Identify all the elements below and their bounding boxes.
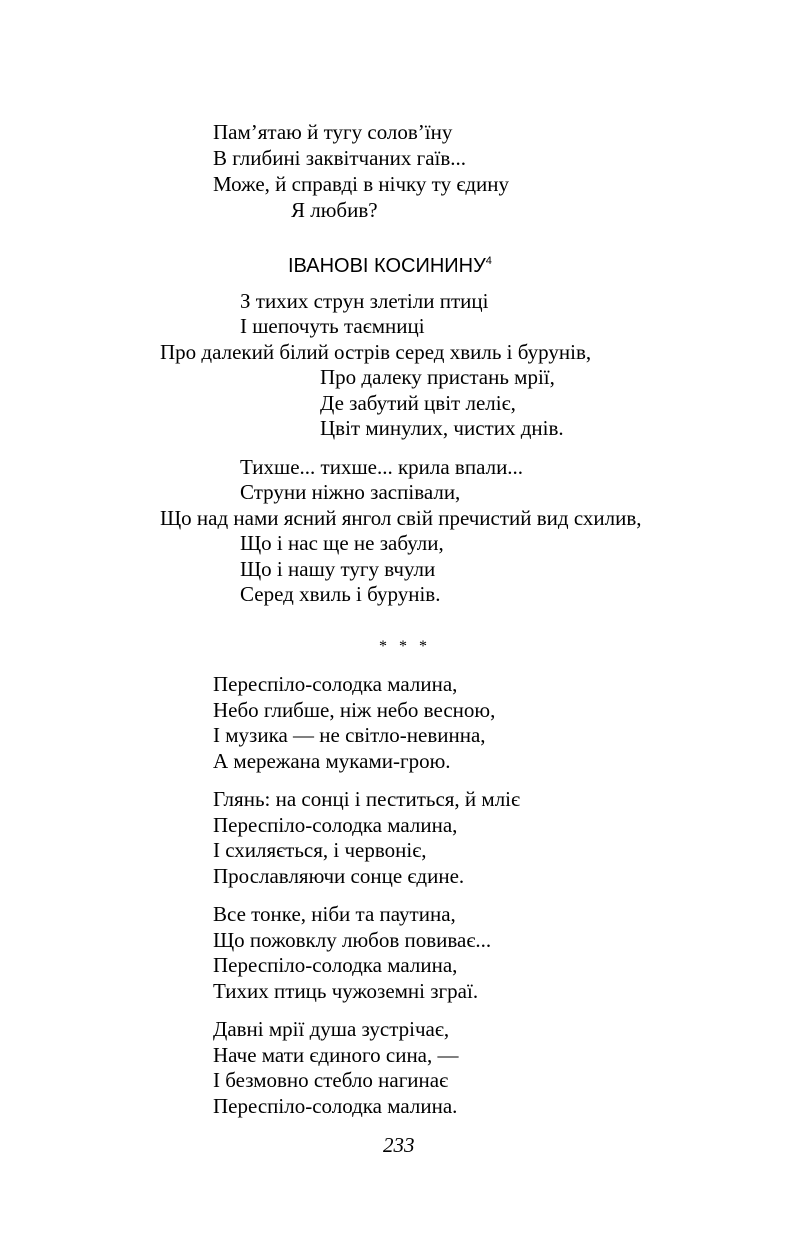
verse-line: Переспіло-солодка малина. bbox=[213, 1094, 458, 1118]
verse-line: З тихих струн злетіли птиці bbox=[240, 289, 489, 313]
verse-line: Переспіло-солодка малина, bbox=[213, 953, 458, 977]
verse-line: Струни ніжно заспівали, bbox=[240, 480, 461, 504]
verse-line: Прославляючи сонце єдине. bbox=[213, 864, 465, 888]
poem-title bbox=[288, 249, 492, 278]
verse-line: Що пожовклу любов повиває... bbox=[213, 928, 492, 952]
verse-line: Що і нас ще не забули, bbox=[240, 531, 444, 555]
verse-line: Що над нами ясний янгол свій пречистий вид схилив, bbox=[160, 506, 642, 530]
poem-title-text: ІВАНОВІ КОСИНИНУ bbox=[288, 255, 486, 277]
verse-line: Тихих птиць чужоземні зграї. bbox=[213, 979, 479, 1003]
verse-line: Глянь: на сонці і пеститься, й мліє bbox=[213, 787, 521, 811]
verse-line: Про далеку пристань мрії, bbox=[320, 365, 555, 389]
section-separator: * * * bbox=[379, 638, 431, 655]
verse-line: І шепочуть таємниці bbox=[240, 314, 425, 338]
verse-line: Тихше... тихше... крила впали... bbox=[240, 455, 524, 479]
verse-line: Може, й справді в нічку ту єдину bbox=[213, 172, 509, 196]
verse-line: Наче мати єдиного сина, — bbox=[213, 1043, 459, 1067]
verse-line: Переспіло-солодка малина, bbox=[213, 672, 458, 696]
verse-line: Я любив? bbox=[291, 198, 378, 222]
verse-line: Переспіло-солодка малина, bbox=[213, 813, 458, 837]
verse-line: Про далекий білий острів серед хвиль і бурунів, bbox=[160, 340, 592, 364]
verse-line: Де забутий цвіт леліє, bbox=[320, 391, 516, 415]
footnote-marker: 4 bbox=[485, 255, 492, 267]
verse-line: Що і нашу тугу вчули bbox=[240, 557, 436, 581]
verse-line: В глибині заквітчаних гаїв... bbox=[213, 146, 467, 170]
verse-line: І безмовно стебло нагинає bbox=[213, 1068, 449, 1092]
verse-line: І музика — не світло-невинна, bbox=[213, 723, 486, 747]
verse-line: Небо глибше, ніж небо весною, bbox=[213, 698, 496, 722]
verse-line: Все тонке, ніби та паутина, bbox=[213, 902, 456, 926]
verse-line: Цвіт минулих, чистих днів. bbox=[320, 416, 564, 440]
verse-line: Серед хвиль і бурунів. bbox=[240, 582, 441, 606]
page-number: 233 bbox=[383, 1133, 415, 1157]
verse-line: Давні мрії душа зустрічає, bbox=[213, 1017, 450, 1041]
verse-line: А мережана муками-грою. bbox=[213, 749, 451, 773]
verse-line: Пам’ятаю й тугу солов’їну bbox=[213, 120, 453, 144]
verse-line: І схиляється, і червоніє, bbox=[213, 838, 427, 862]
